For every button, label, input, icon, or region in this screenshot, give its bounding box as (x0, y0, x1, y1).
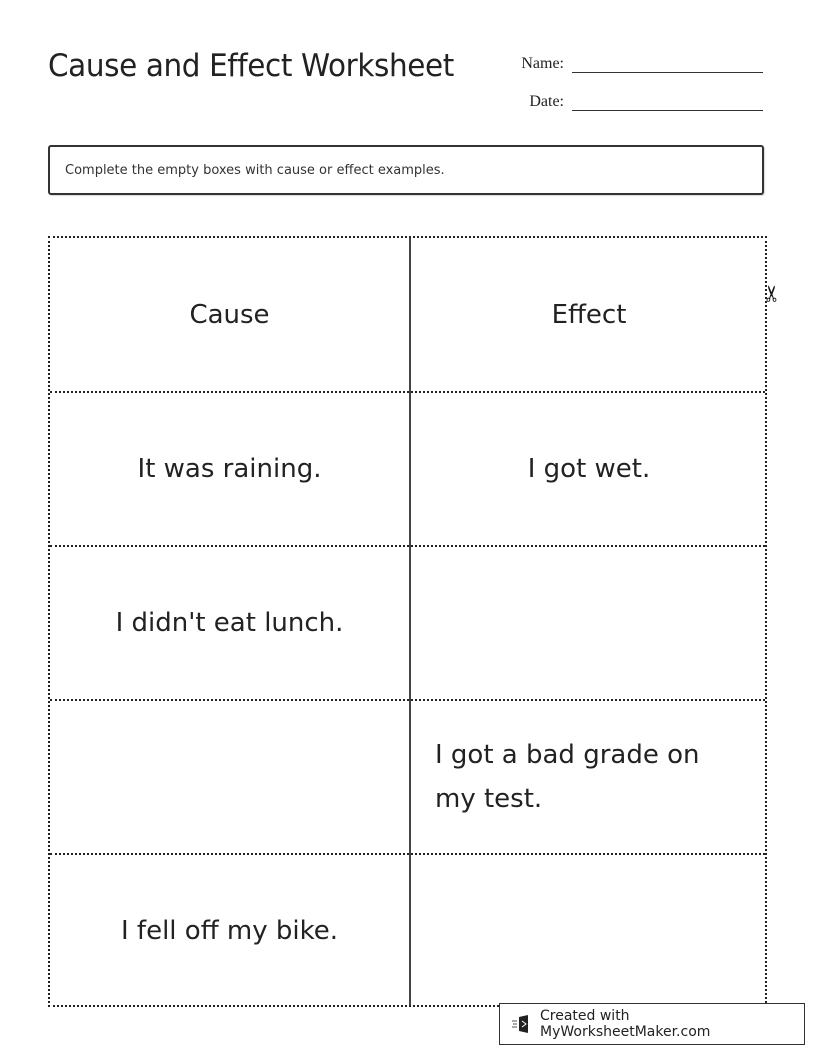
column-divider (409, 238, 411, 1005)
header-effect: Effect (551, 300, 627, 330)
effect-cell: I got wet. (527, 454, 651, 484)
date-line[interactable] (572, 94, 763, 111)
date-field (504, 93, 763, 111)
cause-cell: I fell off my bike. (121, 916, 338, 946)
header-cause: Cause (189, 300, 270, 330)
cause-cell-empty[interactable] (50, 701, 409, 853)
name-label: Name: (521, 55, 564, 72)
worksheet-maker-logo-icon (512, 1014, 532, 1034)
effect-cell: I got a bad grade on my test. (435, 740, 700, 814)
date-label: Date: (529, 93, 564, 110)
name-field (504, 55, 763, 73)
table-row (50, 545, 765, 699)
cause-effect-table (48, 236, 767, 1007)
scissors-icon: ✂ (760, 284, 786, 303)
footer-badge[interactable] (499, 1003, 805, 1045)
instructions-text: Complete the empty boxes with cause or effect examples. (65, 163, 445, 178)
page-title: Cause and Effect Worksheet (48, 48, 454, 84)
cause-cell: It was raining. (137, 454, 322, 484)
table-row (50, 391, 765, 545)
effect-cell-empty[interactable] (411, 547, 767, 699)
name-line[interactable] (572, 56, 763, 73)
footer-text: Created with MyWorksheetMaker.com (540, 1008, 711, 1040)
header-row (50, 238, 765, 392)
table-row (50, 853, 765, 1007)
table-row (50, 699, 765, 853)
cause-cell: I didn't eat lunch. (115, 608, 344, 638)
instructions-box (48, 145, 764, 195)
effect-cell-empty[interactable] (411, 855, 767, 1007)
